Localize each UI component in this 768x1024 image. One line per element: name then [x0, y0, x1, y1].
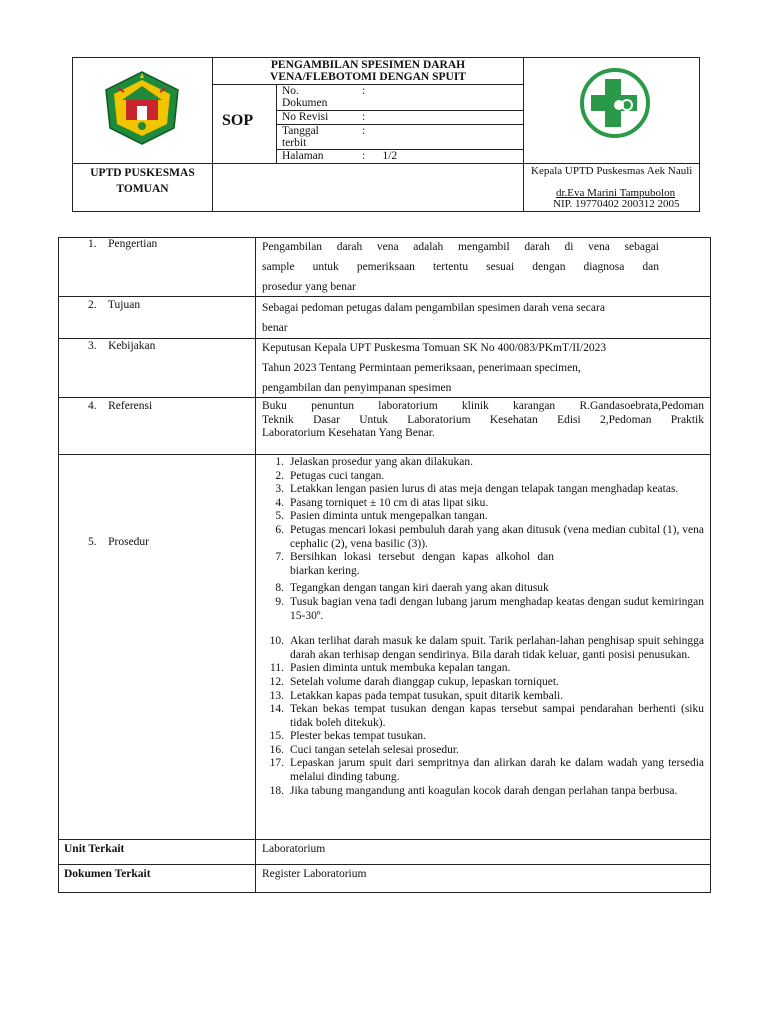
kebijakan-label: 3. Kebijakan: [88, 340, 156, 352]
step-number: 18.: [269, 784, 284, 797]
prosedur-step: [262, 690, 704, 704]
signatory-name: dr.Eva Marini Tampubolon: [556, 187, 676, 199]
pengertian-line: prosedur yang benar: [262, 281, 356, 293]
step-text: Letakkan kapas pada tempat tusukan, spuit ditarik kembali.: [290, 689, 564, 702]
step-text: Jelaskan prosedur yang akan dilakukan.: [290, 456, 473, 468]
step-number: 7.: [275, 551, 284, 564]
prosedur-step: [262, 662, 704, 676]
tujuan-line: benar: [262, 322, 288, 334]
dokumen-terkait-label: Dokumen Terkait: [64, 868, 151, 880]
prosedur-step: [262, 596, 704, 623]
referensi-text: [262, 400, 704, 441]
tujuan-text: [262, 298, 704, 338]
puskesmas-logo: [104, 70, 180, 146]
meta-no-dokumen-label-b: Dokumen: [282, 97, 328, 109]
meta-no-revisi-label: No Revisi: [282, 111, 329, 123]
kebijakan-line: pengambilan dan penyimpanan spesimen: [262, 382, 452, 394]
meta-halaman-value: : 1/2: [362, 150, 398, 162]
step-number: 2.: [275, 469, 284, 482]
meta-no-dokumen-label-a: No.: [282, 85, 299, 97]
step-number: 11.: [270, 662, 284, 675]
step-text: Setelah volume darah dianggap cukup, lepaskan torniquet.: [290, 675, 559, 688]
step-number: 14.: [269, 703, 284, 716]
step-number: 15.: [269, 730, 284, 743]
step-number: 8.: [275, 582, 284, 595]
step-text: Tusuk bagian vena tadi dengan lubang jarum menghadap keatas dengan sudut kemiringan 15-30º.: [290, 595, 704, 622]
kebijakan-text: [262, 338, 704, 398]
prosedur-step: [262, 470, 704, 484]
prosedur-step: [262, 510, 704, 524]
meta-tanggal-label-b: terbit: [282, 137, 307, 149]
meta-tanggal-label-a: Tanggal: [282, 125, 319, 137]
step-number: 5.: [275, 510, 284, 523]
referensi-label: 4. Referensi: [88, 400, 153, 412]
prosedur-step: [262, 456, 704, 470]
org-name-line2: TOMUAN: [116, 183, 169, 195]
dokumen-terkait-value: Register Laboratorium: [262, 868, 367, 880]
prosedur-step: [262, 551, 704, 578]
step-number: 6.: [275, 523, 284, 536]
pengertian-line: Pengambilan darah vena adalah mengambil darah di vena sebagai: [262, 241, 659, 253]
step-text: Petugas mencari lokasi pembuluh darah yang akan ditusuk (vena median cubital (1), vena cephalic (2), vena basilic (3)).: [290, 523, 704, 550]
health-cross-logo: [579, 67, 651, 139]
prosedur-step: [262, 676, 704, 690]
pengertian-text: [262, 237, 659, 297]
step-text: Letakkan lengan pasien lurus di atas meja dengan telapak tangan menghadap keatas.: [290, 483, 679, 496]
prosedur-step: [262, 497, 704, 511]
prosedur-step: [262, 744, 704, 758]
org-name-line1: UPTD PUSKESMAS: [90, 167, 195, 179]
prosedur-step: [262, 757, 704, 784]
unit-terkait-label: Unit Terkait: [64, 843, 125, 855]
tujuan-line: Sebagai pedoman petugas dalam pengambilan spesimen darah vena secara: [262, 302, 605, 314]
tujuan-label: 2. Tujuan: [88, 299, 141, 311]
prosedur-step: [262, 524, 704, 551]
step-text: Petugas cuci tangan.: [290, 469, 385, 482]
step-text: Akan terlihat darah masuk ke dalam spuit. Tarik perlahan-lahan penghisap spuit sehingga darah akan terhisap dengan sendirinya. Bila darah tidak keluar, ganti posisi penusukan.: [290, 635, 704, 661]
step-text: Cuci tangan setelah selesai prosedur.: [290, 743, 459, 756]
signatory-title: Kepala UPTD Puskesmas Aek Nauli: [531, 165, 693, 177]
step-number: 13.: [269, 689, 284, 702]
prosedur-step: [262, 703, 704, 730]
kebijakan-line: Tahun 2023 Tentang Permintaan pemeriksaan, penerimaan specimen,: [262, 362, 581, 374]
prosedur-steps: [262, 456, 704, 798]
step-number: 16.: [269, 743, 284, 756]
pengertian-label: 1. Pengertian: [88, 238, 158, 250]
step-text: Tekan bekas tempat tusukan dengan kapas tersebut sampai pendarahan berhenti (siku tidak boleh ditekuk).: [290, 703, 704, 729]
meta-no-revisi-value: :: [362, 111, 366, 123]
prosedur-step: [262, 483, 704, 497]
prosedur-label: 5. Prosedur: [88, 536, 150, 548]
unit-terkait-value: Laboratorium: [262, 843, 326, 855]
kebijakan-line: Keputusan Kepala UPT Puskesma Tomuan SK No 400/083/PKmT/II/2023: [262, 342, 607, 354]
document-title-line1: PENGAMBILAN SPESIMEN DARAH: [270, 59, 466, 71]
step-number: 4.: [275, 496, 284, 509]
referensi-line: Teknik Dasar Untuk Laboratorium Kesehatan Edisi 2,Pedoman Praktik: [262, 413, 704, 426]
signatory-nip: NIP. 19770402 200312 2005: [553, 198, 680, 210]
step-text: Tegangkan dengan tangan kiri daerah yang akan ditusuk: [290, 582, 549, 595]
sop-label: SOP: [222, 112, 254, 129]
step-number: 9.: [275, 595, 284, 608]
step-text: Pasang torniquet ± 10 cm di atas lipat siku.: [290, 496, 489, 509]
step-number: 17.: [269, 757, 284, 770]
prosedur-step: [262, 730, 704, 744]
step-text: Jika tabung mangandung anti koagulan kocok darah dengan perlahan tanpa berbusa.: [290, 784, 678, 797]
step-number: 3.: [275, 483, 284, 496]
step-text: Plester bekas tempat tusukan.: [290, 730, 427, 743]
step-text: Lepaskan jarum spuit dari sempritnya dan alirkan darah ke dalam wadah yang tersedia melalui dinding tabung.: [290, 757, 704, 784]
referensi-line: Laboratorium Kesehatan Yang Benar.: [262, 427, 435, 440]
meta-halaman-label: Halaman: [282, 150, 324, 162]
prosedur-step: [262, 785, 704, 799]
prosedur-step: [262, 582, 704, 596]
step-number: 10.: [269, 635, 284, 648]
pengertian-line: sample untuk pemeriksaan tertentu sesuai dengan diagnosa dan: [262, 261, 659, 273]
step-text: Bersihkan lokasi tersebut dengan kapas alkohol dan biarkan kering.: [290, 551, 554, 577]
meta-no-dokumen-value: :: [362, 85, 366, 97]
prosedur-step: [262, 635, 704, 662]
document-title-line2: VENA/FLEBOTOMI DENGAN SPUIT: [270, 71, 466, 83]
step-text: Pasien diminta untuk membuka kepalan tangan.: [290, 662, 511, 675]
meta-tanggal-value: :: [362, 125, 366, 137]
step-number: 12.: [269, 675, 284, 688]
step-number: 1.: [275, 456, 284, 468]
step-text: Pasien diminta untuk mengepalkan tangan.: [290, 510, 488, 523]
referensi-line: Buku penuntun laboratorium klinik karangan R.Gandasoebrata,Pedoman: [262, 400, 704, 412]
